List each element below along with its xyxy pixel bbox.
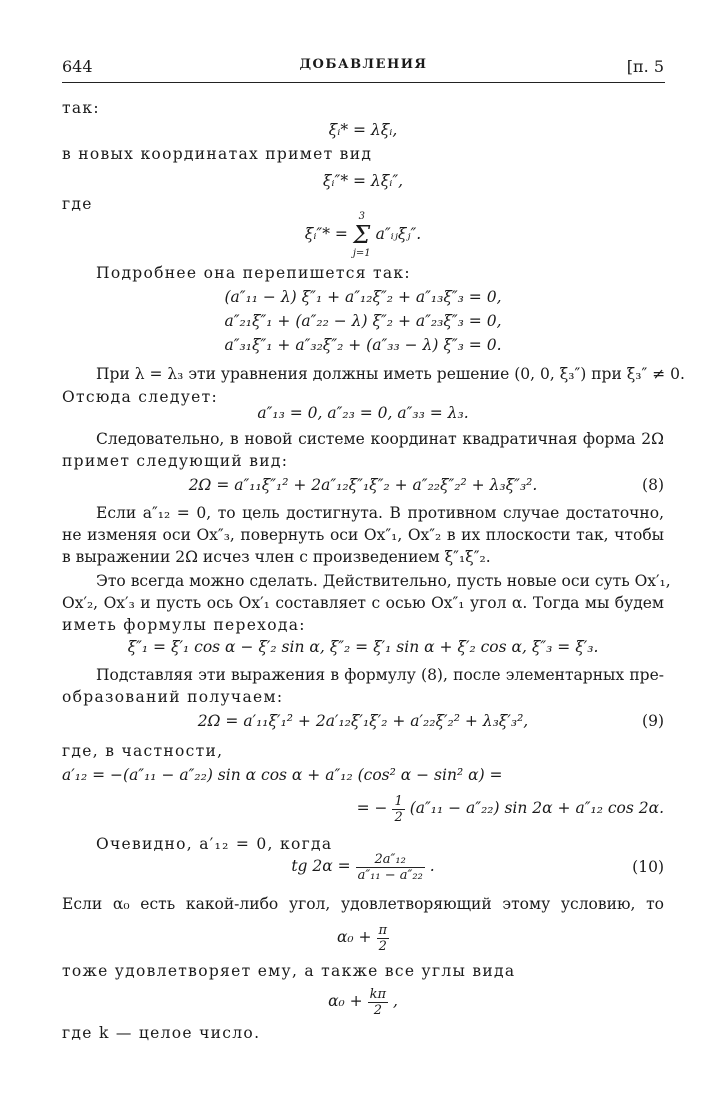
fraction-numerator: kπ <box>369 986 387 1002</box>
equation <box>62 848 664 884</box>
fraction <box>368 987 388 1018</box>
page-number: 644 <box>62 57 93 76</box>
sum-top: 3 <box>358 211 365 222</box>
equation: ξᵢ* = λξᵢ, <box>328 121 398 139</box>
equation-number: (9) <box>642 712 664 730</box>
text-line: Подставляя эти выражения в формулу (8), после элементарных пре- <box>96 666 664 684</box>
text-line: Отсюда следует: <box>62 388 219 406</box>
text-line: Очевидно, a′₁₂ = 0, когда <box>96 835 333 853</box>
fraction-denominator: 2 <box>394 809 403 825</box>
equation: a′₁₂ = −(a″₁₁ − a″₂₂) sin α cos α + a″₁₂ (cos² α − sin² α) = <box>62 766 503 784</box>
fraction-denominator: 2 <box>373 1002 382 1018</box>
fraction <box>356 852 425 883</box>
sum-equation <box>62 210 664 259</box>
equation: ξᵢ″* = λξᵢ″, <box>322 172 404 190</box>
eq-rhs: (a″₁₁ − a″₂₂) sin 2α + a″₁₂ cos 2α. <box>409 799 664 817</box>
text-line: образований получаем: <box>62 688 284 706</box>
eq-tail: . <box>429 857 435 875</box>
sum-lhs: ξᵢ″* = <box>304 225 348 243</box>
equation: (a″₁₁ − λ) ξ″₁ + a″₁₂ξ″₂ + a″₁₃ξ″₃ = 0, <box>224 288 502 306</box>
equation <box>62 790 664 826</box>
equation: 2Ω = a′₁₁ξ′₁² + 2a′₁₂ξ′₁ξ′₂ + a′₂₂ξ′₂² + λ₃ξ′₃², <box>197 712 529 730</box>
section-marker: [п. 5 <box>626 57 664 76</box>
fraction-denominator: 2 <box>378 938 387 954</box>
eq-lhs: = − <box>356 799 388 817</box>
fraction-numerator: 2a″₁₂ <box>356 852 425 868</box>
fraction <box>392 794 404 825</box>
equation <box>62 918 664 956</box>
text-line: в выражении 2Ω исчез член с произведением ξ″₁ξ″₂. <box>62 548 491 566</box>
equation: ξ″₁ = ξ′₁ cos α − ξ′₂ sin α, ξ″₂ = ξ′₁ sin α + ξ′₂ cos α, ξ″₃ = ξ′₃. <box>127 638 599 656</box>
text-line: так: <box>62 99 100 117</box>
sum-bottom: j=1 <box>352 248 371 259</box>
equation: 2Ω = a″₁₁ξ″₁² + 2a″₁₂ξ″₁ξ″₂ + a″₂₂ξ″₂² + λ₃ξ″₃². <box>188 476 538 494</box>
eq-lhs: α₀ + <box>336 928 372 946</box>
text-line: Ox′₂, Ox′₃ и пусть ось Ox′₁ составляет с осью Ox″₁ угол α. Тогда мы будем <box>62 594 664 612</box>
eq-lhs: tg 2α = <box>291 857 351 875</box>
equation-number: (10) <box>632 858 664 876</box>
text-line: иметь формулы перехода: <box>62 616 306 634</box>
fraction <box>377 923 390 954</box>
text-line: тоже удовлетворяет ему, а также все углы вида <box>62 962 516 980</box>
text-line: примет следующий вид: <box>62 452 289 470</box>
text-line: где <box>62 195 93 213</box>
equation: a″₂₁ξ″₁ + (a″₂₂ − λ) ξ″₂ + a″₂₃ξ″₃ = 0, <box>224 312 502 330</box>
text-line: Если α₀ есть какой-либо угол, удовлетворяющий этому условию, то <box>62 895 664 913</box>
text-line: где, в частности, <box>62 742 224 760</box>
sum-sign <box>353 210 371 260</box>
text-line: не изменяя оси Ox″₃, повернуть оси Ox″₁, Ox″₂ в их плоскости так, чтобы <box>62 526 664 544</box>
text-line: Если a″₁₂ = 0, то цель достигнута. В противном случае достаточно, <box>96 504 664 522</box>
equation-number: (8) <box>642 476 664 494</box>
text-line: Это всегда можно сделать. Действительно, пусть новые оси суть Ox′₁, <box>96 572 671 590</box>
text-line: в новых координатах примет вид <box>62 145 373 163</box>
text-line: При λ = λ₃ эти уравнения должны иметь решение (0, 0, ξ₃″) при ξ₃″ ≠ 0. <box>96 365 685 383</box>
equation: a″₃₁ξ″₁ + a″₃₂ξ″₂ + (a″₃₃ − λ) ξ″₃ = 0. <box>224 336 502 354</box>
text-line: где k — целое число. <box>62 1024 261 1042</box>
sum-rhs: a″ᵢⱼξⱼ″. <box>375 225 422 243</box>
fraction-denominator: a″₁₁ − a″₂₂ <box>357 867 423 883</box>
text-line: Подробнее она перепишется так: <box>96 264 411 282</box>
text-line: Следовательно, в новой системе координат квадратичная форма 2Ω <box>96 430 664 448</box>
eq-lhs: α₀ + <box>328 992 363 1010</box>
fraction-numerator: 1 <box>394 793 403 809</box>
equation <box>62 982 664 1020</box>
sigma-symbol: Σ <box>353 221 371 249</box>
header-rule <box>62 82 665 83</box>
equation: a″₁₃ = 0, a″₂₃ = 0, a″₃₃ = λ₃. <box>257 404 469 422</box>
running-title: ДОБАВЛЕНИЯ <box>299 57 428 72</box>
fraction-numerator: π <box>378 922 388 938</box>
eq-tail: , <box>392 992 398 1010</box>
